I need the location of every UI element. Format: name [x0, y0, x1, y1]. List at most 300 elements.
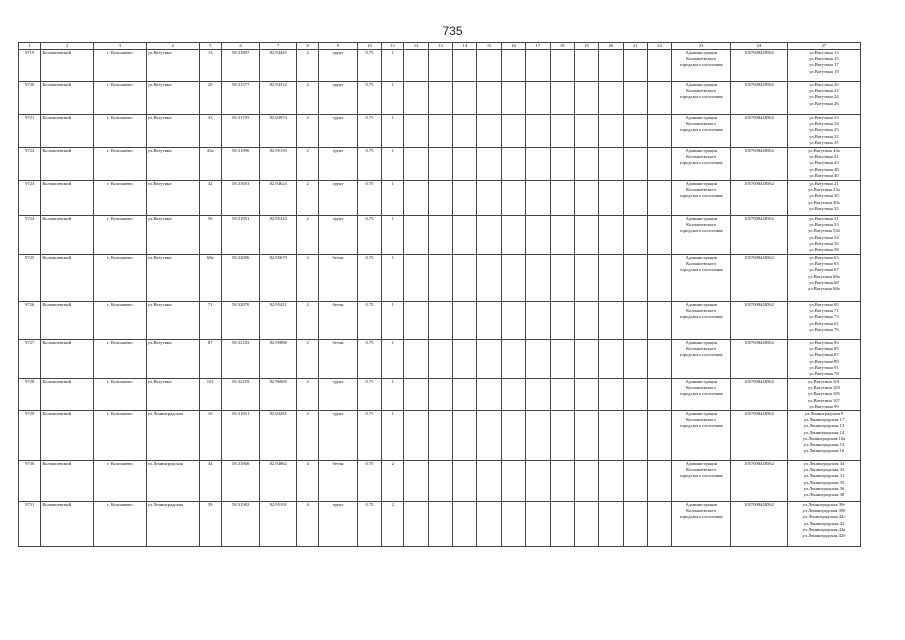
cell-c8: 2: [296, 50, 318, 82]
cell-line: ул.Ленинградская 33: [803, 467, 845, 473]
cell-c7: 82.95670: [260, 255, 297, 302]
cell-c2: Колпашевский: [41, 216, 94, 255]
cell-line: ул.Ленинградская 35: [803, 479, 845, 485]
header-row: [19, 43, 861, 50]
cell-c19: [574, 340, 598, 379]
cell-line: ул.Ленинградская 9: [804, 411, 844, 417]
cell-line: городского поселения: [679, 94, 723, 100]
cell-c15: [477, 50, 501, 82]
cell-c12: [404, 82, 428, 115]
cell-line: Администрация: [685, 340, 717, 345]
column-header: 21: [623, 43, 647, 50]
cell-c14: [453, 82, 477, 115]
cell-c16: [501, 379, 525, 411]
cell-line: ул.Ленинградская 42: [803, 520, 845, 526]
cell-c11: 1: [382, 302, 404, 340]
cell-line: ул.Ленинградская 36: [803, 485, 845, 491]
cell-c3: г. Колпашево: [94, 148, 147, 181]
column-header: 23: [672, 43, 731, 50]
cell-c20: [599, 50, 623, 82]
cell-c17: [526, 148, 550, 181]
cell-c27: [787, 82, 860, 115]
cell-line: Колпашевского: [686, 154, 717, 160]
column-header: 6: [221, 43, 260, 50]
cell-line: Администрация: [685, 82, 717, 87]
cell-c19: [574, 379, 598, 411]
cell-c9: бетон: [319, 340, 358, 379]
cell-c13: [428, 115, 452, 148]
cell-c5: 101: [199, 379, 221, 411]
cell-c13: [428, 148, 452, 181]
cell-line: ул.Ватутина 17: [809, 62, 839, 68]
cell-line: городского поселения: [679, 473, 723, 479]
cell-c1: 9727: [19, 340, 41, 379]
cell-c7: 82.94445: [260, 50, 297, 82]
cell-c21: [623, 115, 647, 148]
cell-line: Администрация: [685, 181, 717, 186]
cell-line: ул.Ватутина 101: [808, 379, 840, 384]
cell-line: Администрация: [685, 502, 717, 508]
cell-c22: [647, 502, 671, 547]
cell-line: ул.Ватутина 41: [809, 154, 839, 160]
cell-c19: [574, 255, 598, 302]
cell-c23: [672, 461, 731, 502]
cell-c20: [599, 181, 623, 216]
cell-c16: [501, 502, 525, 547]
cell-c12: [404, 50, 428, 82]
cell-c16: [501, 216, 525, 255]
cell-c1: 9722: [19, 148, 41, 181]
cell-c19: [574, 411, 598, 461]
cell-c16: [501, 115, 525, 148]
cell-c13: [428, 50, 452, 82]
table-row: [19, 115, 861, 148]
cell-c5: 43а: [199, 148, 221, 181]
column-header: 27: [787, 43, 860, 50]
cell-c17: [526, 461, 550, 502]
cell-c5: 34: [199, 461, 221, 502]
cell-line: ул.Ватутина 107: [808, 397, 840, 403]
table-row: [19, 50, 861, 82]
cell-c22: [647, 148, 671, 181]
cell-c18: [550, 115, 574, 148]
cell-c15: [477, 255, 501, 302]
cell-c15: [477, 115, 501, 148]
cell-line: ул.Ватутина 58: [809, 247, 839, 253]
cell-line: ул.Ватутина 13: [809, 50, 839, 55]
cell-line: Колпашевского: [686, 261, 717, 267]
cell-c23: [672, 255, 731, 302]
cell-c15: [477, 216, 501, 255]
column-header: 20: [599, 43, 623, 50]
cell-line: ул.Ватутина 25: [809, 127, 839, 133]
cell-c7: 82.95421: [260, 302, 297, 340]
cell-c17: [526, 302, 550, 340]
cell-line: городского поселения: [679, 267, 723, 273]
cell-line: ул.Ватутина 22: [809, 88, 839, 94]
table-row: [19, 502, 861, 547]
cell-line: ул.Ватутина 20: [809, 82, 839, 87]
cell-line: Колпашевского: [686, 121, 717, 127]
cell-c8: 2: [296, 181, 318, 216]
cell-c4: ул.Ватутина: [146, 379, 199, 411]
cell-c9: грунт: [319, 82, 358, 115]
cell-c23: [672, 82, 731, 115]
cell-c27: [787, 216, 860, 255]
cell-c6: 58.31807: [221, 50, 260, 82]
cell-line: ул.Ватутина 91: [809, 364, 839, 370]
cell-c9: бетон: [319, 302, 358, 340]
cell-c24: 1057008448562: [731, 255, 788, 302]
cell-c4: ул.Ленинградская: [146, 411, 199, 461]
cell-c5: 10: [199, 411, 221, 461]
cell-c6: 58.31577: [221, 82, 260, 115]
cell-line: Колпашевского: [686, 308, 717, 314]
cell-c5: 71: [199, 302, 221, 340]
cell-line: ул.Ленинградская 34: [803, 461, 845, 467]
cell-c23: [672, 148, 731, 181]
column-header: 3: [94, 43, 147, 50]
cell-c8: 4: [296, 461, 318, 502]
cell-c17: [526, 411, 550, 461]
column-header: 14: [453, 43, 477, 50]
cell-c7: 82.95344: [260, 216, 297, 255]
cell-line: Администрация: [685, 115, 717, 120]
cell-c18: [550, 461, 574, 502]
cell-line: ул.Ватутина 83: [809, 340, 839, 345]
cell-c4: ул.Ватутина: [146, 216, 199, 255]
cell-c9: грунт: [319, 50, 358, 82]
cell-c14: [453, 148, 477, 181]
cell-c11: 1: [382, 82, 404, 115]
cell-c24: 1057008448562: [731, 502, 788, 547]
cell-line: ул.Ватутина 73: [809, 314, 839, 320]
cell-c9: бетон: [319, 461, 358, 502]
cell-c12: [404, 340, 428, 379]
cell-line: ул.Ватутина 99: [809, 403, 839, 409]
cell-c6: 58.31866: [221, 461, 260, 502]
cell-c15: [477, 302, 501, 340]
cell-c27: [787, 148, 860, 181]
cell-c12: [404, 115, 428, 148]
cell-c8: 2: [296, 148, 318, 181]
cell-c6: 58.31653: [221, 181, 260, 216]
cell-c12: [404, 181, 428, 216]
cell-c17: [526, 115, 550, 148]
cell-c13: [428, 255, 452, 302]
cell-line: Колпашевского: [686, 385, 717, 391]
cell-c19: [574, 216, 598, 255]
cell-c18: [550, 82, 574, 115]
registry-table: [18, 42, 861, 547]
cell-c27: [787, 115, 860, 148]
cell-c13: [428, 461, 452, 502]
cell-c27: [787, 502, 860, 547]
cell-line: ул.Ватутина 69: [809, 302, 839, 307]
cell-line: ул.Ленинградская 39г: [802, 502, 846, 508]
table-body: [19, 50, 861, 547]
cell-c21: [623, 181, 647, 216]
cell-c21: [623, 502, 647, 547]
column-header: 5: [199, 43, 221, 50]
cell-c12: [404, 461, 428, 502]
cell-line: ул.Ватутина 68а: [808, 273, 840, 279]
table-row: [19, 216, 861, 255]
cell-c7: 82.96069: [260, 379, 297, 411]
cell-c19: [574, 502, 598, 547]
cell-c10: 0.75: [357, 302, 381, 340]
cell-c17: [526, 255, 550, 302]
cell-c24: 1057008448562: [731, 411, 788, 461]
cell-c10: 0.75: [357, 115, 381, 148]
cell-c19: [574, 115, 598, 148]
cell-c5: 20: [199, 82, 221, 115]
cell-c4: ул.Ленинградская: [146, 461, 199, 502]
cell-c11: 2: [382, 461, 404, 502]
cell-line: Администрация: [685, 379, 717, 384]
cell-line: Администрация: [685, 50, 717, 55]
cell-c18: [550, 302, 574, 340]
column-header: 1: [19, 43, 41, 50]
cell-c24: 1057008448562: [731, 50, 788, 82]
cell-c22: [647, 255, 671, 302]
cell-c3: г. Колпашево: [94, 379, 147, 411]
cell-line: ул.Ватутина 48: [809, 166, 839, 172]
cell-c13: [428, 216, 452, 255]
cell-c11: 1: [382, 379, 404, 411]
cell-line: ул.Ватутина 78: [809, 371, 839, 377]
cell-line: ул.Ватутина 19: [809, 68, 839, 74]
cell-line: ул.Ватутина 23а: [808, 187, 840, 193]
cell-c20: [599, 115, 623, 148]
cell-c27: [787, 411, 860, 461]
cell-c3: г. Колпашево: [94, 502, 147, 547]
cell-line: ул.Ватутина 71: [809, 308, 839, 314]
cell-c2: Колпашевский: [41, 50, 94, 82]
cell-c18: [550, 502, 574, 547]
cell-c2: Колпашевский: [41, 302, 94, 340]
cell-c17: [526, 50, 550, 82]
cell-c20: [599, 216, 623, 255]
column-header: 13: [428, 43, 452, 50]
cell-c8: 4: [296, 502, 318, 547]
cell-c2: Колпашевский: [41, 502, 94, 547]
cell-c9: грунт: [319, 115, 358, 148]
table-row: [19, 461, 861, 502]
cell-line: ул.Ватутина 34: [809, 121, 839, 127]
cell-c23: [672, 181, 731, 216]
cell-line: ул.Ватутина 33: [809, 115, 839, 120]
cell-c2: Колпашевский: [41, 115, 94, 148]
cell-c17: [526, 502, 550, 547]
cell-c23: [672, 502, 731, 547]
cell-c1: 9725: [19, 255, 41, 302]
cell-c13: [428, 502, 452, 547]
cell-c9: грунт: [319, 502, 358, 547]
cell-c4: ул.Ватутина: [146, 82, 199, 115]
column-header: 15: [477, 43, 501, 50]
cell-c23: [672, 50, 731, 82]
cell-c18: [550, 216, 574, 255]
cell-c10: 0.75: [357, 255, 381, 302]
cell-line: Колпашевского: [686, 417, 717, 423]
cell-line: ул.Ленинградская 31: [803, 473, 845, 479]
cell-c4: ул.Ватутина: [146, 115, 199, 148]
cell-c10: 0.75: [357, 502, 381, 547]
cell-line: ул.Ватутина 30: [809, 193, 839, 199]
cell-c22: [647, 302, 671, 340]
cell-c10: 0.75: [357, 82, 381, 115]
cell-c5: 32: [199, 181, 221, 216]
cell-c9: грунт: [319, 148, 358, 181]
column-header: 9: [319, 43, 358, 50]
cell-c22: [647, 216, 671, 255]
cell-line: городского поселения: [679, 160, 723, 166]
cell-c14: [453, 461, 477, 502]
cell-line: ул.Ватутина 65: [809, 261, 839, 267]
cell-c27: [787, 255, 860, 302]
cell-c16: [501, 50, 525, 82]
cell-c18: [550, 340, 574, 379]
cell-c15: [477, 379, 501, 411]
cell-line: ул.Ватутина 85: [809, 346, 839, 352]
cell-c16: [501, 255, 525, 302]
cell-c1: 9730: [19, 461, 41, 502]
cell-c14: [453, 302, 477, 340]
cell-c11: 1: [382, 148, 404, 181]
cell-c18: [550, 255, 574, 302]
cell-c6: 58.32259: [221, 379, 260, 411]
cell-c2: Колпашевский: [41, 461, 94, 502]
cell-c6: 58.31795: [221, 115, 260, 148]
cell-line: ул.Ленинградская 14: [803, 442, 845, 448]
cell-c19: [574, 302, 598, 340]
cell-c24: 1057008448562: [731, 461, 788, 502]
cell-c8: 2: [296, 216, 318, 255]
cell-line: городского поселения: [679, 127, 723, 133]
cell-c7: 82.94974: [260, 115, 297, 148]
cell-c22: [647, 379, 671, 411]
cell-line: ул.Ленинградская 42б: [802, 533, 846, 539]
cell-c19: [574, 82, 598, 115]
cell-c16: [501, 82, 525, 115]
cell-c7: 82.94312: [260, 82, 297, 115]
cell-c6: 58.31951: [221, 216, 260, 255]
cell-c4: ул.Ватутина: [146, 148, 199, 181]
cell-c7: 82.94862: [260, 461, 297, 502]
cell-c13: [428, 379, 452, 411]
cell-c23: [672, 216, 731, 255]
cell-line: ул.Ватутина 103: [808, 385, 840, 391]
cell-line: Администрация: [685, 461, 717, 467]
cell-line: ул.Ватутина 53а: [808, 228, 840, 234]
cell-c9: грунт: [319, 379, 358, 411]
cell-line: Администрация: [685, 302, 717, 307]
cell-c18: [550, 148, 574, 181]
cell-c8: 2: [296, 302, 318, 340]
table-row: [19, 379, 861, 411]
cell-c4: ул.Ленинградская: [146, 502, 199, 547]
cell-c20: [599, 340, 623, 379]
column-header: 22: [647, 43, 671, 50]
cell-c20: [599, 148, 623, 181]
table-row: [19, 181, 861, 216]
cell-c2: Колпашевский: [41, 411, 94, 461]
cell-c5: 56: [199, 216, 221, 255]
cell-c21: [623, 302, 647, 340]
cell-c16: [501, 148, 525, 181]
table-row: [19, 411, 861, 461]
cell-c8: 2: [296, 82, 318, 115]
cell-c11: 1: [382, 216, 404, 255]
cell-c27: [787, 181, 860, 216]
cell-c6: 58.31851: [221, 411, 260, 461]
cell-c16: [501, 181, 525, 216]
cell-c15: [477, 502, 501, 547]
cell-c5: 39: [199, 502, 221, 547]
cell-c17: [526, 82, 550, 115]
cell-c21: [623, 461, 647, 502]
cell-c12: [404, 216, 428, 255]
cell-c19: [574, 181, 598, 216]
cell-c21: [623, 255, 647, 302]
cell-line: ул.Ватутина 56: [809, 240, 839, 246]
cell-c3: г. Колпашево: [94, 181, 147, 216]
cell-c3: г. Колпашево: [94, 50, 147, 82]
cell-c5: 68а: [199, 255, 221, 302]
cell-c13: [428, 302, 452, 340]
cell-c3: г. Колпашево: [94, 115, 147, 148]
cell-c4: ул.Ватутина: [146, 255, 199, 302]
cell-c12: [404, 411, 428, 461]
cell-c20: [599, 461, 623, 502]
cell-c5: 13: [199, 50, 221, 82]
cell-c1: 9724: [19, 216, 41, 255]
cell-line: ул.Ватутина 30а: [808, 199, 840, 205]
column-header: 10: [357, 43, 381, 50]
cell-line: ул.Ватутина 67: [809, 267, 839, 273]
cell-line: ул.Ватутина 53: [809, 222, 839, 228]
cell-line: Колпашевского: [686, 56, 717, 62]
cell-c6: 58.32183: [221, 340, 260, 379]
cell-c4: ул.Ватутина: [146, 302, 199, 340]
cell-c20: [599, 502, 623, 547]
cell-c4: ул.Ватутина: [146, 340, 199, 379]
cell-c14: [453, 216, 477, 255]
cell-c14: [453, 255, 477, 302]
cell-c11: 1: [382, 181, 404, 216]
cell-line: Колпашевского: [686, 88, 717, 94]
cell-c12: [404, 379, 428, 411]
cell-line: ул.Ватутина 24: [809, 94, 839, 100]
cell-c20: [599, 302, 623, 340]
cell-c3: г. Колпашево: [94, 461, 147, 502]
cell-c27: [787, 461, 860, 502]
column-header: 24: [731, 43, 788, 50]
cell-c24: 1057008448562: [731, 302, 788, 340]
cell-c23: [672, 340, 731, 379]
cell-c11: 1: [382, 115, 404, 148]
column-header: 8: [296, 43, 318, 50]
cell-c19: [574, 50, 598, 82]
cell-c21: [623, 379, 647, 411]
cell-line: городского поселения: [679, 228, 723, 234]
cell-line: ул.Ватутина 21: [809, 181, 839, 186]
cell-c23: [672, 302, 731, 340]
column-header: 19: [574, 43, 598, 50]
cell-line: ул.Ватутина 51: [809, 216, 839, 221]
cell-line: городского поселения: [679, 314, 723, 320]
